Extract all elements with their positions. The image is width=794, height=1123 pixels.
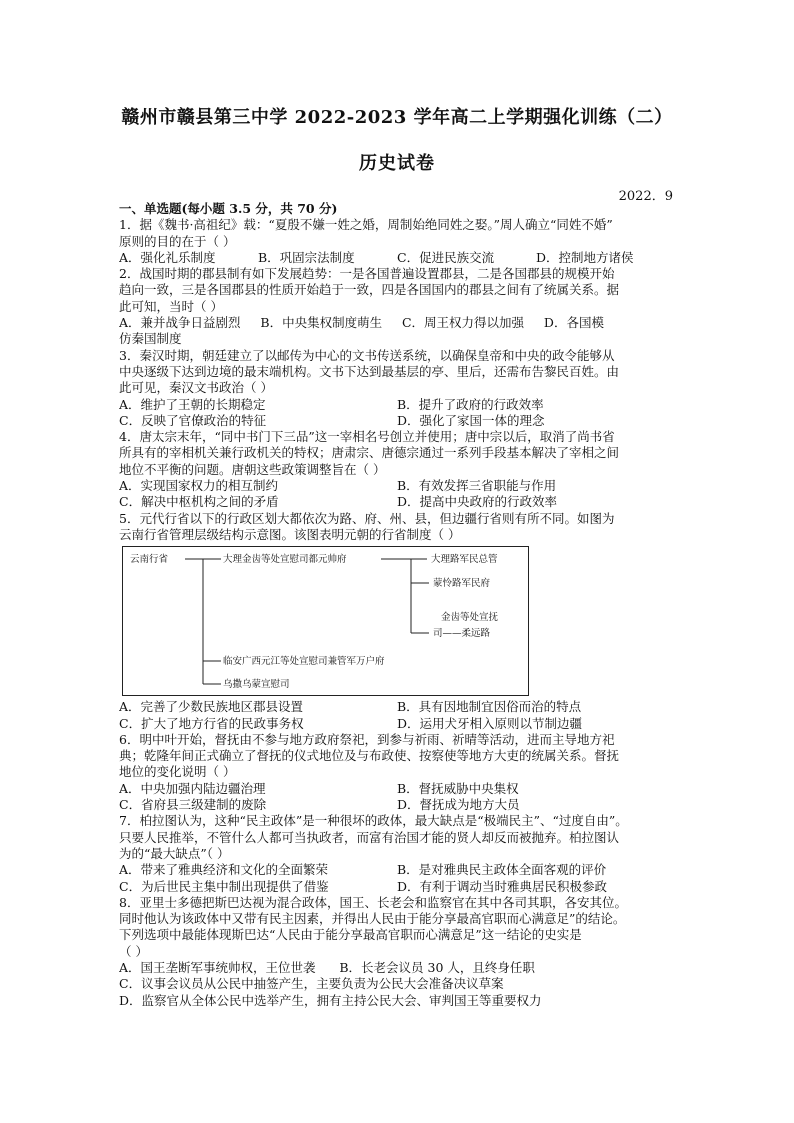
option-a[interactable]: A．完善了少数民族地区郡县设置: [119, 699, 304, 715]
question-stem-line: 只要人民推举，不管什么人都可当执政者，而富有治国才能的贤人却反而被抛弃。柏拉图认: [119, 829, 620, 845]
exam-date: 2022．9: [618, 189, 673, 204]
question-7: [119, 813, 675, 894]
option-d[interactable]: D．强化了家国一体的理念: [397, 412, 545, 428]
question-2: [119, 266, 675, 347]
options-row: [119, 699, 675, 715]
question-stem-line: 为的“最大缺点”（ ）: [119, 845, 230, 861]
node-dali-dujianfu: 大理金齿等处宣慰司都元帅府: [223, 554, 347, 566]
question-stem-line: 此可见，秦汉文书政治（ ）: [119, 380, 273, 396]
section-heading: 一、单选题(每小题 3.5 分，共 70 分): [119, 201, 338, 216]
node-rouyuan-lu: 司——柔远路: [433, 628, 491, 640]
options-line: [119, 960, 675, 976]
option-c[interactable]: C．省府县三级建制的废除: [119, 797, 267, 813]
exam-body: [119, 201, 675, 1009]
node-menglian-lu: 蒙怜路军民府: [433, 578, 491, 590]
options-row: [119, 879, 675, 895]
option-c[interactable]: C．议事会议员从公民中抽签产生，主要负责为公民大会准备决议草案: [119, 976, 504, 992]
option-c[interactable]: C．解决中枢机构之间的矛盾: [119, 494, 279, 510]
options-row: [119, 413, 675, 429]
question-stem-line: （ ）: [119, 943, 148, 959]
question-stem-line: 地位不平衡的问题。唐朝这些政策调整旨在（ ）: [119, 461, 386, 477]
option-b[interactable]: B．督抚威胁中央集权: [397, 780, 519, 796]
options-row: [119, 478, 675, 494]
question-stem-line: 下列选项中最能体现斯巴达“人民由于能分享最高官职而心满意足”这一结论的史实是: [119, 927, 582, 943]
option-d[interactable]: D．监察官从全体公民中选举产生，拥有主持公民大会、审判国王等重要权力: [119, 992, 542, 1008]
question-stem-line: 8．亚里士多德把斯巴达视为混合政体，国王、长老会和监察官在其中各司其职，各安其位。: [119, 894, 627, 910]
options-row: [119, 250, 675, 266]
option-a[interactable]: A．维护了王朝的长期稳定: [119, 396, 266, 412]
option-b[interactable]: B．是对雅典民主政体全面客观的评价: [397, 862, 607, 878]
option-b[interactable]: B．中央集权制度萌生: [260, 315, 383, 331]
option-d[interactable]: D．督抚成为地方大员: [397, 797, 520, 813]
options-row: [119, 862, 675, 878]
options-row: [119, 716, 675, 732]
options-row: [119, 797, 675, 813]
node-wusa-xuanweisi: 乌撒乌蒙宣慰司: [223, 679, 290, 691]
option-b[interactable]: B．长老会议员 30 人，且终身任职: [339, 959, 535, 975]
option-d-part[interactable]: D．各国模: [543, 315, 604, 331]
options-line-cont[interactable]: 仿秦国制度: [119, 331, 182, 347]
question-stem-line: 5．元代行省以下的行政区划大都依次为路、府、州、县，但边疆行省则有所不同。如图为: [119, 510, 615, 526]
question-stem-line: 中央逐级下达到边境的最末端机构。文书下达到最基层的亭、里后，还需布告黎民百姓。由: [119, 363, 620, 379]
option-a[interactable]: A．中央加强内陆边疆治理: [119, 780, 266, 796]
question-stem-line: 6．明中叶开始，督抚由不参与地方政府祭祀，到参与祈雨、祈晴等活动，进而主导地方祀: [119, 731, 615, 747]
question-stem-line: 地位的变化说明（ ）: [119, 764, 236, 780]
options-row: [119, 494, 675, 510]
exam-subtitle: 历史试卷: [359, 153, 435, 174]
option-b[interactable]: B．有效发挥三省职能与作用: [397, 478, 557, 494]
question-stem-line: 此可知，当时（ ）: [119, 298, 223, 314]
option-a[interactable]: A．兼并战争日益剧烈: [119, 315, 241, 331]
options-line: [119, 315, 675, 331]
question-6: [119, 732, 675, 813]
option-c[interactable]: C．为后世民主集中制出现提供了借鉴: [119, 878, 329, 894]
question-1: [119, 217, 675, 266]
question-stem-line: 趋向一致，三是各国郡县的性质开始趋于一致，四是各国国内的郡县之间有了统属关系。据: [119, 282, 620, 298]
node-dali-lu: 大理路军民总管: [431, 554, 498, 566]
question-stem-line: 1．据《魏书·高祖纪》载：“夏殷不嫌一姓之婚，周制始绝同姓之娶。”周人确立“同姓不婚”: [119, 217, 613, 233]
question-5: [119, 511, 675, 732]
node-root: 云南行省: [130, 554, 169, 566]
question-stem-line: 所具有的宰相机关兼行政机关的特权；唐肃宗、唐德宗通过一系列手段基本解决了宰相之间: [119, 445, 620, 461]
question-4: [119, 429, 675, 510]
option-b[interactable]: B．提升了政府的行政效率: [397, 396, 544, 412]
option-d[interactable]: D．控制地方诸侯: [536, 249, 634, 265]
option-a[interactable]: A．实现国家权力的相互制约: [119, 478, 279, 494]
option-d[interactable]: D．有利于调动当时雅典居民积极参政: [397, 878, 608, 894]
option-c[interactable]: C．促进民族交流: [397, 249, 495, 265]
option-d[interactable]: D．提高中央政府的行政效率: [397, 494, 558, 510]
option-c[interactable]: C．周王权力得以加强: [401, 315, 525, 331]
question-8: [119, 895, 675, 1009]
node-jinchi-xuanfu: 金齿等处宣抚: [441, 612, 499, 624]
question-stem-line: 2．战国时期的郡县制有如下发展趋势：一是各国普遍设置郡县，二是各国郡县的规模开始: [119, 266, 615, 282]
option-c[interactable]: C．扩大了地方行省的民政事务权: [119, 715, 304, 731]
question-stem-line: 7．柏拉图认为，这种“民主政体”是一种很坏的政体，最大缺点是“极端民主”、“过度自由”。: [119, 813, 628, 829]
question-stem-line: 云南行省管理层级结构示意图。该图表明元朝的行省制度（ ）: [119, 526, 461, 542]
question-stem-line: 4．唐太宗末年，“同中书门下三品”这一宰相名号创立并使用；唐中宗以后，取消了尚书省: [119, 429, 615, 445]
question-stem-line: 典；乾隆年间正式确立了督抚的仪式地位及与布政使、按察使等地方大吏的统属关系。督抚: [119, 748, 620, 764]
options-row: [119, 397, 675, 413]
question-3: [119, 348, 675, 429]
option-a[interactable]: A．带来了雅典经济和文化的全面繁荣: [119, 862, 329, 878]
option-a[interactable]: A．强化礼乐制度: [119, 249, 216, 265]
question-stem-line: 同时他认为该政体中又带有民主因素，并得出人民由于能分享最高官职而心满意足”的结论。: [119, 911, 626, 927]
hierarchy-diagram: [122, 546, 529, 696]
node-linan-xuanweisi: 临安广西元江等处宣慰司兼管军万户府: [223, 656, 385, 668]
option-d[interactable]: D．运用犬牙相入原则以节制边疆: [397, 715, 583, 731]
question-stem-line: 原则的目的在于（ ）: [119, 233, 236, 249]
question-stem-line: 3．秦汉时期，朝廷建立了以邮传为中心的文书传送系统，以确保皇帝和中央的政令能够从: [119, 347, 615, 363]
exam-title: 赣州市赣县第三中学 2022-2023 学年高二上学期强化训练（二）: [121, 107, 673, 128]
option-c[interactable]: C．反映了官僚政治的特征: [119, 412, 267, 428]
options-row: [119, 781, 675, 797]
option-b[interactable]: B．具有因地制宜因俗而治的特点: [397, 699, 582, 715]
option-a[interactable]: A．国王垄断军事统帅权，王位世袭: [119, 959, 316, 975]
option-b[interactable]: B．巩固宗法制度: [258, 249, 355, 265]
